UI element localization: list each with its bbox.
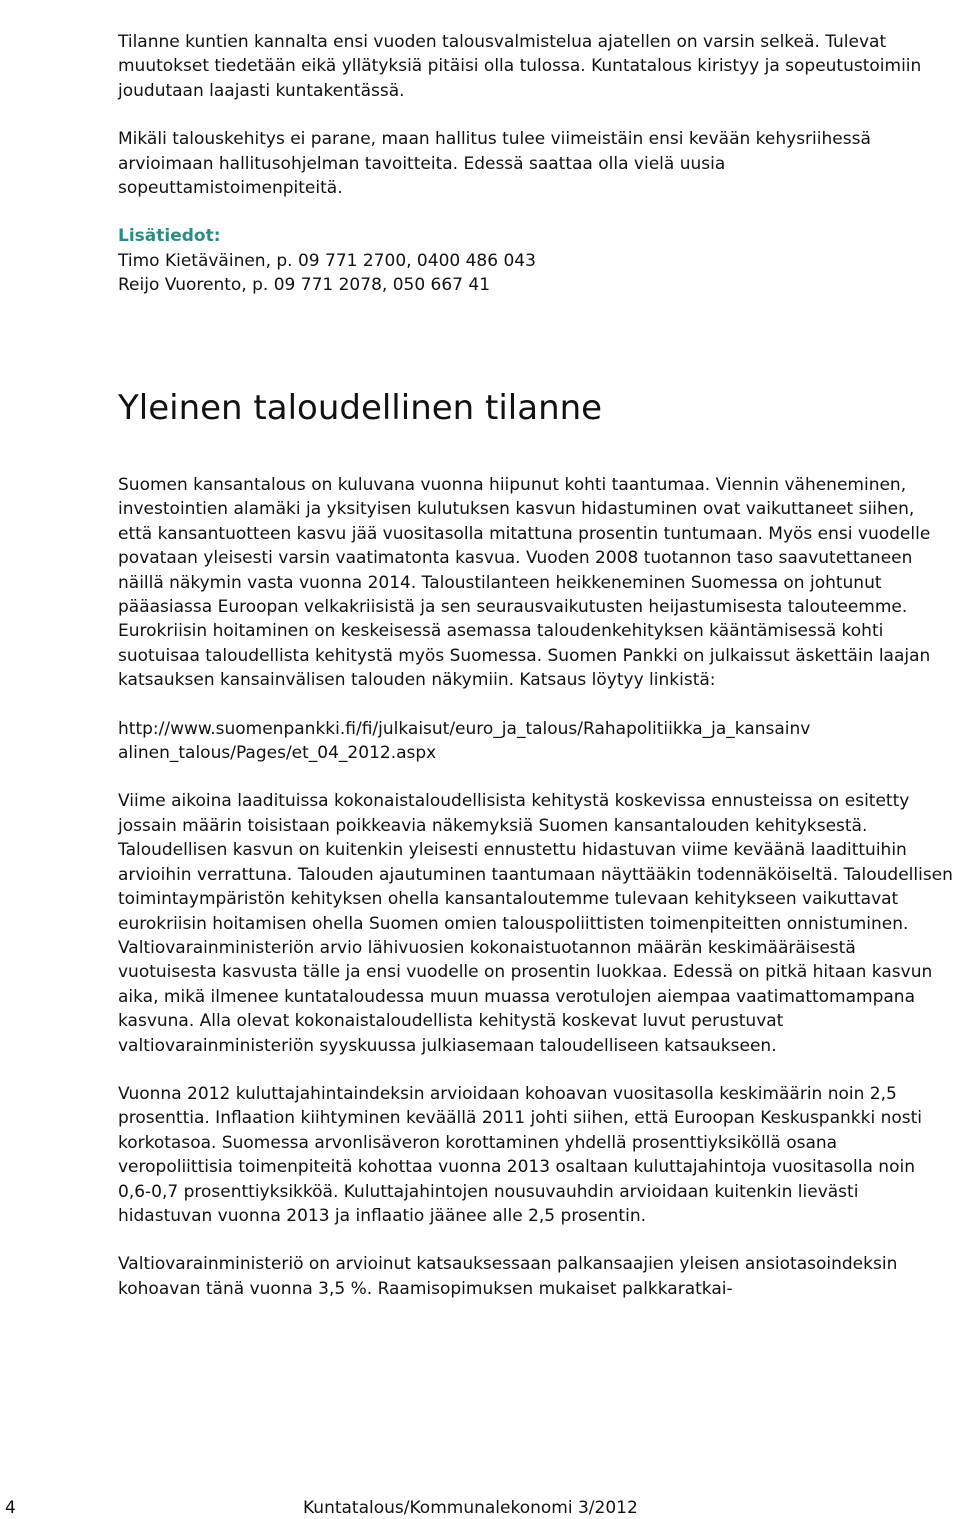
section-paragraph-2: Viime aikoina laadituissa kokonaistaloudellisista kehitystä koskevissa ennusteissa on esitetty jossain määrin toisistaan poikkeavia näkemyksiä Suomen kansantalouden kehityksestä. Taloudellisen kasvun on kuitenkin yleisesti ennustettu hidastuvan viime keväänä laadittuihin arvioihin verrattuna. Talouden ajautuminen taantumaan näyttääkin todennäköiseltä. Taloudellisen toimintaympäristön kehityksen ohella kansantaloutemme tulevaan kehitykseen vaikuttavat eurokriisin hoitamisen ohella Suomen omien talouspoliittisten toimenpiteitten onnistuminen. Valtiovarainministeriön arvio lähivuosien kokonaistuotannon määrän keskimääräisestä vuotuisesta kasvusta tälle ja ensi vuodelle on prosentin luokkaa. Edessä on pitkä hitaan kasvun aika, mikä ilmenee kuntataloudessa muun muassa verotulojen aiempaa vaatimattomampana kasvuna. Alla olevat kokonaistaloudellista kehitystä koskevat luvut perustuvat valtiovarainministeriön syyskuussa julkiasemaan taloudelliseen katsaukseen.: [118, 791, 953, 1056]
section-paragraph-3: Vuonna 2012 kuluttajahintaindeksin arvioidaan kohoavan vuositasolla keskimäärin noin 2,5 prosenttia. Inflaation kiihtyminen keväällä 2011 johti siihen, että Euroopan Keskuspankki nosti korkotasoa. Suomessa arvonlisäveron korottaminen yhdellä prosenttiyksiköllä osana veropoliittisia toimenpiteitä kohottaa vuonna 2013 osaltaan kuluttajahintoja vuositasolla noin 0,6-0,7 prosenttiyksikköä. Kuluttajahintojen nousuvauhdin arvioidaan kuitenkin lievästi hidastuvan vuonna 2013 ja inflaatio jäänee alle 2,5 prosentin.: [118, 1083, 923, 1226]
link-url-line-1: http://www.suomenpankki.fi/fi/julkaisut/euro_ja_talous/Rahapolitiikka_ja_kansainv: [118, 718, 811, 739]
document-body: [118, 30, 953, 1299]
link-url-line-2: alinen_talous/Pages/et_04_2012.aspx: [118, 743, 437, 764]
contacts-label: [118, 224, 953, 248]
contacts-heading: Lisätiedot:: [118, 226, 221, 247]
section-paragraph-4: Valtiovarainministeriö on arvioinut katsauksessaan palkansaajien yleisen ansiotasoindeksin kohoavan tänä vuonna 3,5 %. Raamisopimuksen mukaiset palkkaratkai-: [118, 1254, 898, 1299]
section-content: [118, 473, 953, 1301]
section-paragraph-1: Suomen kansantalous on kuluvana vuonna hiipunut kohti taantumaa. Viennin väheneminen, investointien alamäki ja yksityisen kulutuksen kasvun hidastuminen ovat vaikuttaneet siihen, että kansantuotteen kasvu jää vuositasolla mitattuna prosentin tuntumaan. Myös ensi vuodelle povataan yleisesti varsin vaatimatonta kasvua. Vuoden 2008 tuotannon taso saavutettaneen näillä näkymin vasta vuonna 2014. Taloustilanteen heikkeneminen Suomessa on johtunut pääasiassa Euroopan velkakriisistä ja sen seurausvaikutusten heijastumisesta talouteemme. Eurokriisin hoitaminen on keskeisessä asemassa taloudenkehityksen kääntämisessä kohti suotuisaa taloudellista kehitystä myös Suomessa. Suomen Pankki on julkaissut äskettäin laajan katsauksen kansainvälisen talouden näkymiin. Katsaus löytyy linkistä:: [118, 475, 931, 691]
contact-person-2: Reijo Vuorento, p. 09 771 2078, 050 667 41: [118, 275, 491, 296]
page-number: 4: [5, 1498, 16, 1518]
intro-paragraph-1: Tilanne kuntien kannalta ensi vuoden talousvalmistelua ajatellen on varsin selkeä. Tulevat muutokset tiedetään eikä yllätyksiä pitäisi olla tulossa. Kuntatalous kiristyy ja sopeutustoimiin joudutaan laajasti kuntakentässä.: [118, 32, 922, 101]
intro-paragraph-2: Mikäli talouskehitys ei parane, maan hallitus tulee viimeistäin ensi kevään kehysriihessä arvioimaan hallitusohjelman tavoitteita. Edessä saattaa olla vielä uusia sopeuttamistoimenpiteitä.: [118, 129, 871, 199]
contact-person-1: Timo Kietäväinen, p. 09 771 2700, 0400 486 043: [118, 250, 536, 271]
section-heading: Yleinen taloudellinen tilanne: [118, 388, 603, 428]
publication-name: Kuntatalous/Kommunalekonomi 3/2012: [303, 1498, 638, 1518]
